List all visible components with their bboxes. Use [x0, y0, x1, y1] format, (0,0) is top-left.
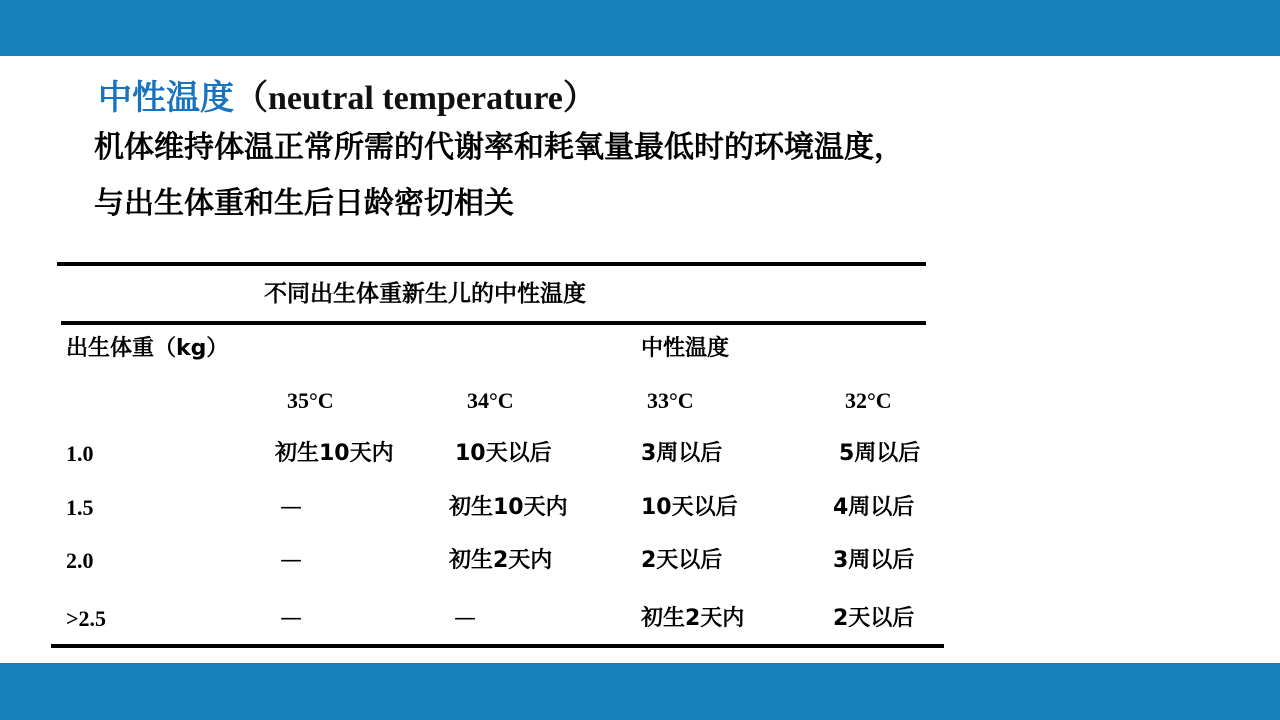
header-birth-weight: 出生体重（kg） [66, 336, 229, 361]
table-cell: 初生2天内 [449, 548, 553, 573]
table-top-rule [57, 262, 926, 266]
table-cell: 初生2天内 [641, 606, 745, 631]
table-cell: 4周以后 [833, 495, 915, 520]
table-cell: 初生10天内 [449, 495, 568, 520]
table-cell: 2天以后 [641, 548, 723, 573]
table-header-rule [61, 321, 926, 325]
row-weight-1-5: 1.5 [66, 495, 94, 520]
table-cell: 初生10天内 [275, 441, 394, 466]
table-caption: 不同出生体重新生儿的中性温度 [264, 281, 586, 307]
slide-title [98, 70, 597, 118]
table-cell: 10天以后 [455, 441, 552, 466]
definition-line-2: 与出生体重和生后日龄密切相关 [94, 186, 514, 221]
table-cell: — [454, 606, 476, 631]
definition-line-1: 机体维持体温正常所需的代谢率和耗氧量最低时的环境温度， [94, 130, 904, 165]
table-bottom-rule [51, 644, 944, 648]
table-cell: — [280, 606, 302, 631]
title-chinese: 中性温度 [98, 78, 234, 118]
table-cell: 2天以后 [833, 606, 915, 631]
temp-header-35: 35°C [287, 388, 334, 413]
table-cell: 10天以后 [641, 495, 738, 520]
title-english: （neutral temperature） [234, 80, 597, 117]
temp-header-32: 32°C [845, 388, 892, 413]
table-cell: 5周以后 [839, 441, 921, 466]
header-neutral-temp: 中性温度 [641, 336, 730, 361]
row-weight-over-2-5: >2.5 [66, 606, 107, 631]
table-cell: 3周以后 [641, 441, 723, 466]
table-cell: — [280, 495, 302, 520]
temp-header-33: 33°C [647, 388, 694, 413]
bottom-banner [0, 663, 1280, 720]
top-banner [0, 0, 1280, 56]
row-weight-2-0: 2.0 [66, 548, 94, 573]
table-cell: — [280, 548, 302, 573]
temp-header-34: 34°C [467, 388, 514, 413]
row-weight-1-0: 1.0 [66, 441, 94, 466]
table-cell: 3周以后 [833, 548, 915, 573]
